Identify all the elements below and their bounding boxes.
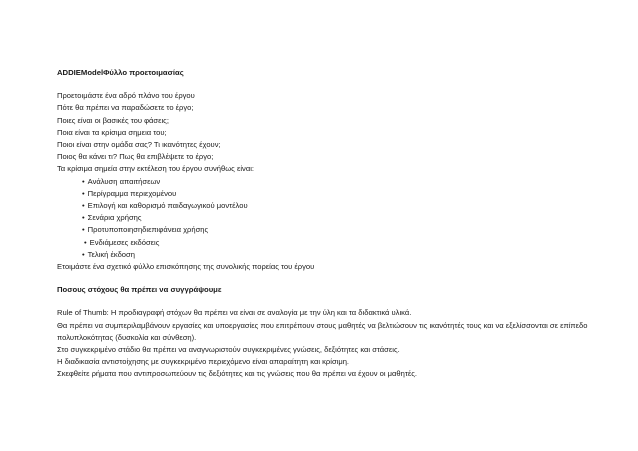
- text-line: Ποιες είναι οι βασικές του φάσεις;: [57, 115, 169, 125]
- text-line: Ετοιμάστε ένα σχετικό φύλλο επισκόπησης της συνολικής πορείας του έργου: [57, 262, 315, 272]
- text-line: Θα πρέπει να συμπεριλαμβάνουν εργασίες και υποεργασίες που επιτρέπουν στους μαθητές να βελτιώσουν τις ικανότητές τους και να εξελίσσονται σε επίπεδο πολυπλοκότητας (δυσκολία και σύνθεση).: [57, 320, 588, 342]
- list-item: • Σενάρια χρήσης: [57, 212, 598, 224]
- spacer: [57, 273, 598, 284]
- spacer: [57, 79, 598, 90]
- text-line: Η διαδικασία αντιστοίχησης με συγκεκριμένο περιεχόμενο είναι απαραίτητη και κρίσιμη.: [57, 357, 350, 367]
- list-item: • Περίγραμμα περιεχομένου: [57, 188, 598, 200]
- text-line: Ποιος θα κάνει τι? Πως θα επιβλέψετε το έργο;: [57, 152, 214, 162]
- list-item: • Επιλογή και καθορισμό παιδαγωγικού μοντέλου: [57, 200, 598, 212]
- text-line: Τα κρίσιμα σημεία στην εκτέλεση του έργου συνήθως είναι:: [57, 164, 255, 174]
- section-heading-objectives: Ποσους στόχους θα πρέπει να συγγράψουμε: [57, 285, 222, 295]
- section-heading-addie: ADDIEModelΦύλλο προετοιμασίας: [57, 68, 184, 77]
- text-line: Rule of Thumb: Η προδιαγραφή στόχων θα πρέπει να είναι σε αναλογία με την ύλη και τα διδακτικά υλικά.: [57, 308, 412, 318]
- text-line: Στο συγκεκριμένο στάδιο θα πρέπει να αναγνωριστούν συγκεκριμένες γνώσεις, δεξιότητες και στάσεις.: [57, 345, 400, 355]
- list-item: • Προτυποποιησηδιεπιφάνεια χρήσης: [57, 224, 598, 236]
- critical-points-list: [57, 176, 598, 261]
- text-line: Προετοιμάστε ένα αδρό πλάνο του έργου: [57, 91, 195, 101]
- list-item: • Τελική έκδοση: [57, 249, 598, 261]
- list-item: • Ανάλυση απαιτήσεων: [57, 176, 598, 188]
- list-item: • Ενδιάμεσες εκδόσεις: [57, 237, 598, 249]
- spacer: [57, 296, 598, 307]
- text-line: Ποια είναι τα κρίσιμα σημεια του;: [57, 127, 167, 137]
- text-line: Σκεφθείτε ρήματα που αντιπροσωπεύουν τις δεξιότητες και τις γνώσεις που θα πρέπει να έχουν οι μαθητές.: [57, 369, 418, 379]
- text-line: Ποιοι είναι στην ομάδα σας? Τι ικανότητες έχουν;: [57, 140, 221, 150]
- text-line: Πότε θα πρέπει να παραδώσετε το έργο;: [57, 103, 194, 113]
